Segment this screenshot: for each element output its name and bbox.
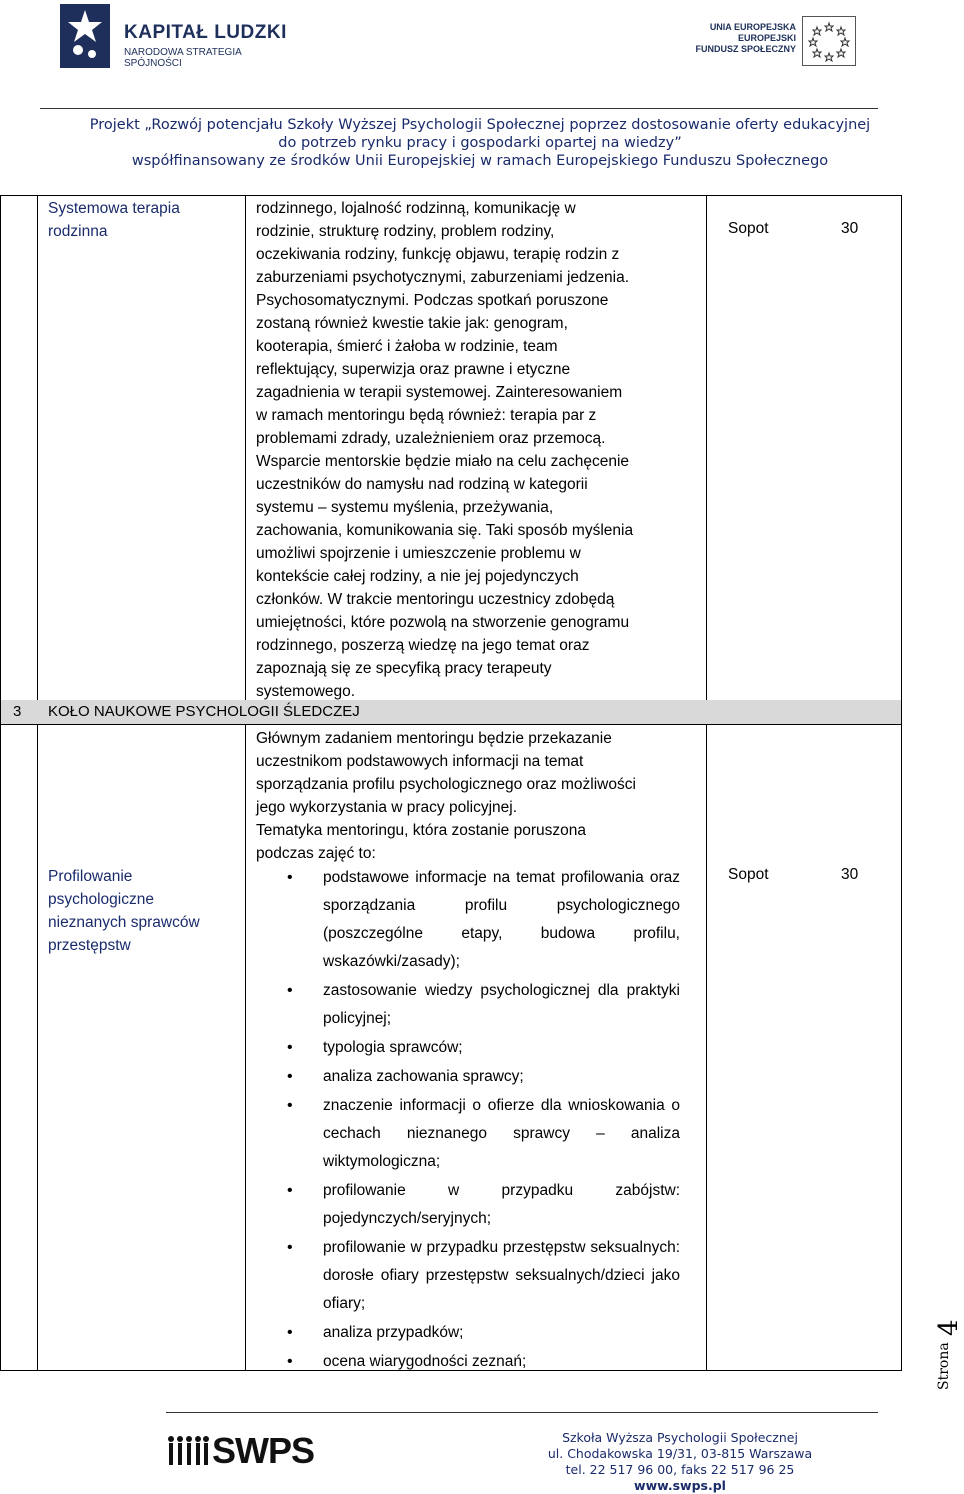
description-line: problemami zdrady, uzależnieniem oraz przemocą.: [256, 430, 606, 447]
header-divider: [40, 108, 878, 109]
row-hours: 30: [841, 866, 859, 883]
project-line: Projekt „Rozwój potencjału Szkoły Wyższej Psychologii Społecznej poprzez dostosowanie oferty edukacyjnej: [89, 117, 871, 133]
description-line: rodzinie, strukturę rodziny, problem rodziny,: [256, 223, 555, 240]
page-number-value: 4: [934, 1319, 964, 1336]
row-intro: [256, 727, 701, 865]
course-table: [0, 195, 902, 1371]
description-line: zostaną również kwestie takie jak: genogram,: [256, 315, 568, 332]
description-line: kontekście całej rodziny, a nie jej pojedynczych: [256, 568, 579, 585]
intro-line: sporządzania profilu psychologicznego oraz możliwości: [256, 776, 636, 793]
kapital-ludzki-logo: [60, 4, 290, 70]
table-border: [901, 195, 902, 1371]
row-hours: 30: [841, 220, 859, 237]
footer-divider: [166, 1412, 878, 1413]
list-item: • typologia sprawców;: [285, 1034, 680, 1062]
list-item: • podstawowe informacje na temat profilowania oraz sporządzania profilu psychologicznego (poszczególne etapy, budowa profilu, wskazówki/zasady);: [285, 864, 680, 976]
description-line: Wsparcie mentorskie będzie miało na celu zachęcenie: [256, 453, 630, 470]
list-item: • analiza zachowania sprawcy;: [285, 1063, 680, 1091]
description-line: systemowego.: [256, 683, 356, 700]
row-place: Sopot: [728, 866, 769, 883]
description-line: Psychosomatycznymi. Podczas spotkań poruszone: [256, 292, 609, 309]
description-line: zaburzeniami psychotycznymi, zaburzeniami jedzenia.: [256, 269, 630, 286]
topic-line: Systemowa terapia: [48, 200, 180, 217]
table-border: [245, 195, 246, 700]
row-topic: [48, 865, 238, 957]
row-topic: [48, 197, 238, 243]
table-border: [0, 700, 1, 724]
topic-line: nieznanych sprawców: [48, 914, 200, 931]
description-line: uczestników do namysłu nad rodziną w kategorii: [256, 476, 588, 493]
eu-line: FUNDUSZ SPOŁECZNY: [695, 44, 796, 54]
row-description: [256, 197, 701, 703]
intro-line: Głównym zadaniem mentoringu będzie przekazanie: [256, 730, 612, 747]
table-border: [0, 195, 902, 196]
description-line: w ramach mentoringu będą również: terapia par z: [256, 407, 597, 424]
description-line: zapoznają się ze specyfiką pracy terapeuty: [256, 660, 552, 677]
kapital-ludzki-emblem-icon: [60, 4, 110, 68]
description-line: zagadnienia w terapii systemowej. Zainteresowaniem: [256, 384, 623, 401]
project-line: współfinansowany ze środków Unii Europejskiej w ramach Europejskiego Funduszu Społecznego: [131, 153, 829, 169]
list-item: • analiza przypadków;: [285, 1319, 680, 1347]
table-border: [901, 700, 902, 724]
swps-logo: [166, 1430, 326, 1474]
topic-line: Profilowanie: [48, 868, 133, 885]
description-line: systemu – systemu myślenia, przeżywania,: [256, 499, 554, 516]
description-line: kooterapia, śmierć i żałoba w rodzinie, team: [256, 338, 558, 355]
table-border: [0, 724, 902, 725]
topic-line: psychologiczne: [48, 891, 154, 908]
intro-line: Tematyka mentoringu, która zostanie poruszona: [256, 822, 586, 839]
description-line: reflektujący, superwizja oraz prawne i etyczne: [256, 361, 571, 378]
eu-flag-icon: [802, 16, 856, 66]
project-line: do potrzeb rynku pracy i gospodarki opartej na wiedzy”: [278, 135, 682, 151]
swps-people-icon: [166, 1434, 210, 1470]
topic-line: przestępstw: [48, 937, 131, 954]
table-border: [37, 195, 38, 700]
table-border: [245, 724, 246, 1370]
description-line: rodzinnego, lojalność rodzinną, komunikację w: [256, 200, 576, 217]
topic-bullet-list: [285, 864, 680, 1377]
page-number: [920, 1300, 964, 1390]
description-line: zachowania, komunikowania się. Taki sposób myślenia: [256, 522, 634, 539]
section-number: 3: [13, 703, 22, 720]
list-item: • ocena wiarygodności zeznań;: [285, 1348, 680, 1376]
kapital-ludzki-subtitle: NARODOWA STRATEGIA SPÓJNOŚCI: [124, 47, 242, 69]
topic-line: rodzinna: [48, 223, 108, 240]
section-title: KOŁO NAUKOWE PSYCHOLOGII ŚLEDCZEJ: [48, 703, 360, 720]
swps-wordmark: SWPS: [212, 1430, 315, 1471]
footer-line: tel. 22 517 96 00, faks 22 517 96 25: [565, 1462, 795, 1477]
description-line: umożliwi spojrzenie i umieszczenie problemu w: [256, 545, 581, 562]
description-line: umiejętności, które pozwolą na stworzenie genogramu: [256, 614, 630, 631]
footer-link[interactable]: www.swps.pl: [634, 1478, 726, 1493]
table-border: [0, 195, 1, 1371]
list-item: • profilowanie w przypadku zabójstw: pojedynczych/seryjnych;: [285, 1177, 680, 1233]
description-line: oczekiwania rodziny, funkcję objawu, terapię rodzin z: [256, 246, 620, 263]
description-line: rodzinnego, poszerzą wiedzę na jego temat oraz: [256, 637, 590, 654]
eu-logo-text: [690, 22, 796, 55]
table-border: [706, 724, 707, 1370]
row-place: Sopot: [728, 220, 769, 237]
footer-address: [500, 1430, 860, 1494]
footer-line: ul. Chodakowska 19/31, 03-815 Warszawa: [547, 1446, 813, 1461]
intro-line: uczestnikom podstawowych informacji na temat: [256, 753, 584, 770]
eu-logo: [690, 16, 860, 66]
intro-line: jego wykorzystania w pracy policyjnej.: [256, 799, 518, 816]
list-item: • profilowanie w przypadku przestępstw seksualnych: dorosłe ofiary przestępstw seksualnych/dzieci jako ofiary;: [285, 1234, 680, 1318]
description-line: członków. W trakcie mentoringu uczestnicy zdobędą: [256, 591, 615, 608]
kapital-ludzki-title: KAPITAŁ LUDZKI: [124, 22, 287, 43]
list-item: • zastosowanie wiedzy psychologicznej dla praktyki policyjnej;: [285, 977, 680, 1033]
project-description: [0, 116, 960, 170]
eu-line: EUROPEJSKI: [737, 33, 796, 43]
page-label: Strona: [936, 1342, 952, 1390]
list-item: • znaczenie informacji o ofierze dla wnioskowania o cechach nieznanego sprawcy – analiza wiktymologiczna;: [285, 1092, 680, 1176]
footer-line: Szkoła Wyższa Psychologii Społecznej: [562, 1430, 798, 1445]
table-border: [706, 195, 707, 700]
table-border: [37, 724, 38, 1370]
intro-line: podczas zajęć to:: [256, 845, 376, 862]
eu-line: UNIA EUROPEJSKA: [709, 22, 796, 32]
